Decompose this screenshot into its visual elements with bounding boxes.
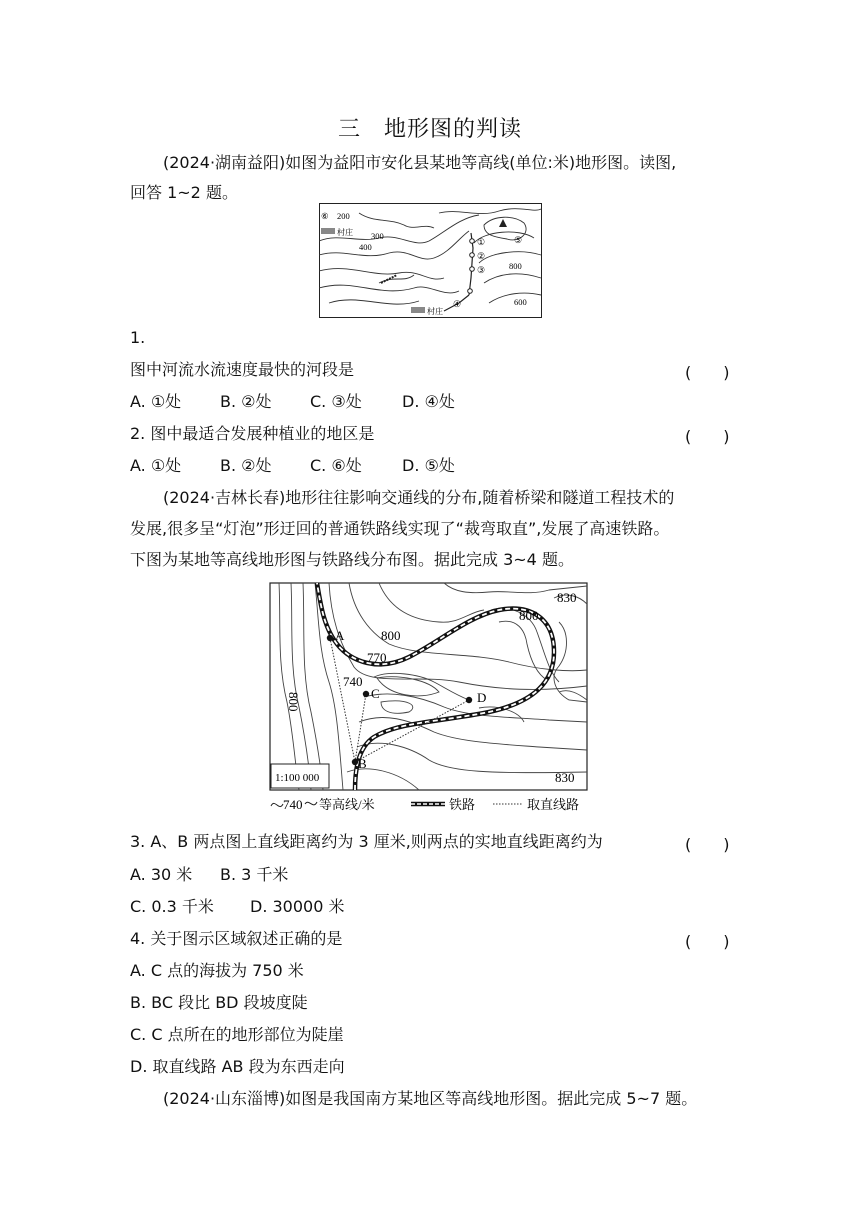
q2-answer-blank: ( ) [685, 427, 730, 446]
q3-option-c[interactable]: C. 0.3 千米 [130, 897, 214, 916]
point-d-label: D [477, 690, 487, 705]
q1-answer-blank: ( ) [685, 363, 730, 382]
q2-option-a[interactable]: A. ①处 [130, 456, 182, 475]
q4-option-b[interactable]: B. BC 段比 BD 段坡度陡 [130, 993, 308, 1012]
contour-label-800-center: 800 [381, 628, 401, 643]
point-b-label: B [358, 756, 367, 771]
point-a-label: A [335, 628, 345, 643]
q4-stem: 4. 关于图示区域叙述正确的是 [130, 929, 343, 948]
q4-option-c[interactable]: C. C 点所在的地形部位为陡崖 [130, 1025, 344, 1044]
point-c-label: C [371, 686, 380, 701]
intro-2-line-2: 发展,很多呈“灯泡”形迂回的普通铁路线实现了“裁弯取直”,发展了高速铁路。 [130, 519, 670, 538]
q3-option-a[interactable]: A. 30 米 [130, 865, 193, 884]
intro-1-line-1: (2024·湖南益阳)如图为益阳市安化县某地等高线(单位:米)地形图。读图, [163, 153, 677, 172]
q3-option-d[interactable]: D. 30000 米 [250, 897, 345, 916]
section-title: 三 地形图的判读 [337, 117, 522, 142]
q4-option-a[interactable]: A. C 点的海拔为 750 米 [130, 961, 304, 980]
q1-stem: 图中河流水流速度最快的河段是 [130, 360, 355, 379]
q2-options [130, 456, 455, 476]
contour-label-740: 740 [343, 674, 363, 689]
legend-contour-value: 740 [283, 797, 303, 812]
label-600: 600 [514, 297, 527, 307]
q1-number: 1. [130, 328, 146, 347]
q3-options-row-2 [130, 897, 344, 917]
village-icon-2 [411, 307, 425, 313]
intro-3-line-1: (2024·山东淄博)如图是我国南方某地区等高线地形图。据此完成 5~7 题。 [163, 1089, 698, 1108]
label-p4: ④ [453, 299, 462, 309]
q4-option-d[interactable]: D. 取直线路 AB 段为东西走向 [130, 1057, 345, 1076]
label-village-2: 村庄 [427, 307, 443, 316]
legend-contour: 等高线/米 [319, 797, 375, 812]
q3-stem: 3. A、B 两点图上直线距离约为 3 厘米,则两点的实地直线距离约为 [130, 832, 603, 851]
contour-label-830-bottom: 830 [555, 770, 575, 785]
scale-label: 1:100 000 [275, 772, 320, 784]
label-village: 村庄 [337, 228, 353, 237]
q3-options-row-1 [130, 865, 288, 885]
legend-straight-line: 取直线路 [527, 797, 580, 812]
contour-label-770: 770 [367, 650, 387, 665]
label-p6: ⑥ [321, 211, 329, 221]
q2-option-c[interactable]: C. ⑥处 [310, 456, 362, 475]
contour-label-830-top: 830 [557, 590, 577, 605]
village-icon [321, 228, 335, 234]
label-p2: ② [477, 251, 486, 261]
contour-label-800-right: 800 [519, 608, 539, 623]
q2-option-d[interactable]: D. ⑤处 [402, 456, 455, 475]
label-200: 200 [337, 211, 350, 221]
intro-2-line-3: 下图为某地等高线地形图与铁路线分布图。据此完成 3~4 题。 [130, 550, 574, 569]
q1-options [130, 392, 455, 412]
intro-2-line-1: (2024·吉林长春)地形往往影响交通线的分布,随着桥梁和隧道工程技术的 [163, 488, 675, 507]
q3-option-b[interactable]: B. 3 千米 [220, 865, 289, 884]
contour-rail-map-2 [269, 582, 589, 814]
label-p1: ① [477, 237, 486, 247]
contour-map-1 [319, 203, 542, 318]
q2-stem: 2. 图中最适合发展种植业的地区是 [130, 424, 375, 443]
intro-1-line-2: 回答 1~2 题。 [130, 183, 238, 202]
label-400: 400 [359, 242, 372, 252]
label-300: 300 [371, 231, 384, 241]
q2-option-b[interactable]: B. ②处 [220, 456, 272, 475]
label-p3: ③ [477, 265, 486, 275]
label-p5: ⑤ [514, 235, 523, 245]
q4-answer-blank: ( ) [685, 932, 730, 951]
q1-option-c[interactable]: C. ③处 [310, 392, 362, 411]
q1-option-b[interactable]: B. ②处 [220, 392, 272, 411]
label-800: 800 [509, 261, 522, 271]
q1-option-a[interactable]: A. ①处 [130, 392, 182, 411]
map-2-legend [271, 797, 579, 812]
q3-answer-blank: ( ) [685, 835, 730, 854]
contour-label-800-left: 800 [286, 692, 301, 712]
q1-option-d[interactable]: D. ④处 [402, 392, 455, 411]
legend-rail: 铁路 [449, 797, 476, 812]
